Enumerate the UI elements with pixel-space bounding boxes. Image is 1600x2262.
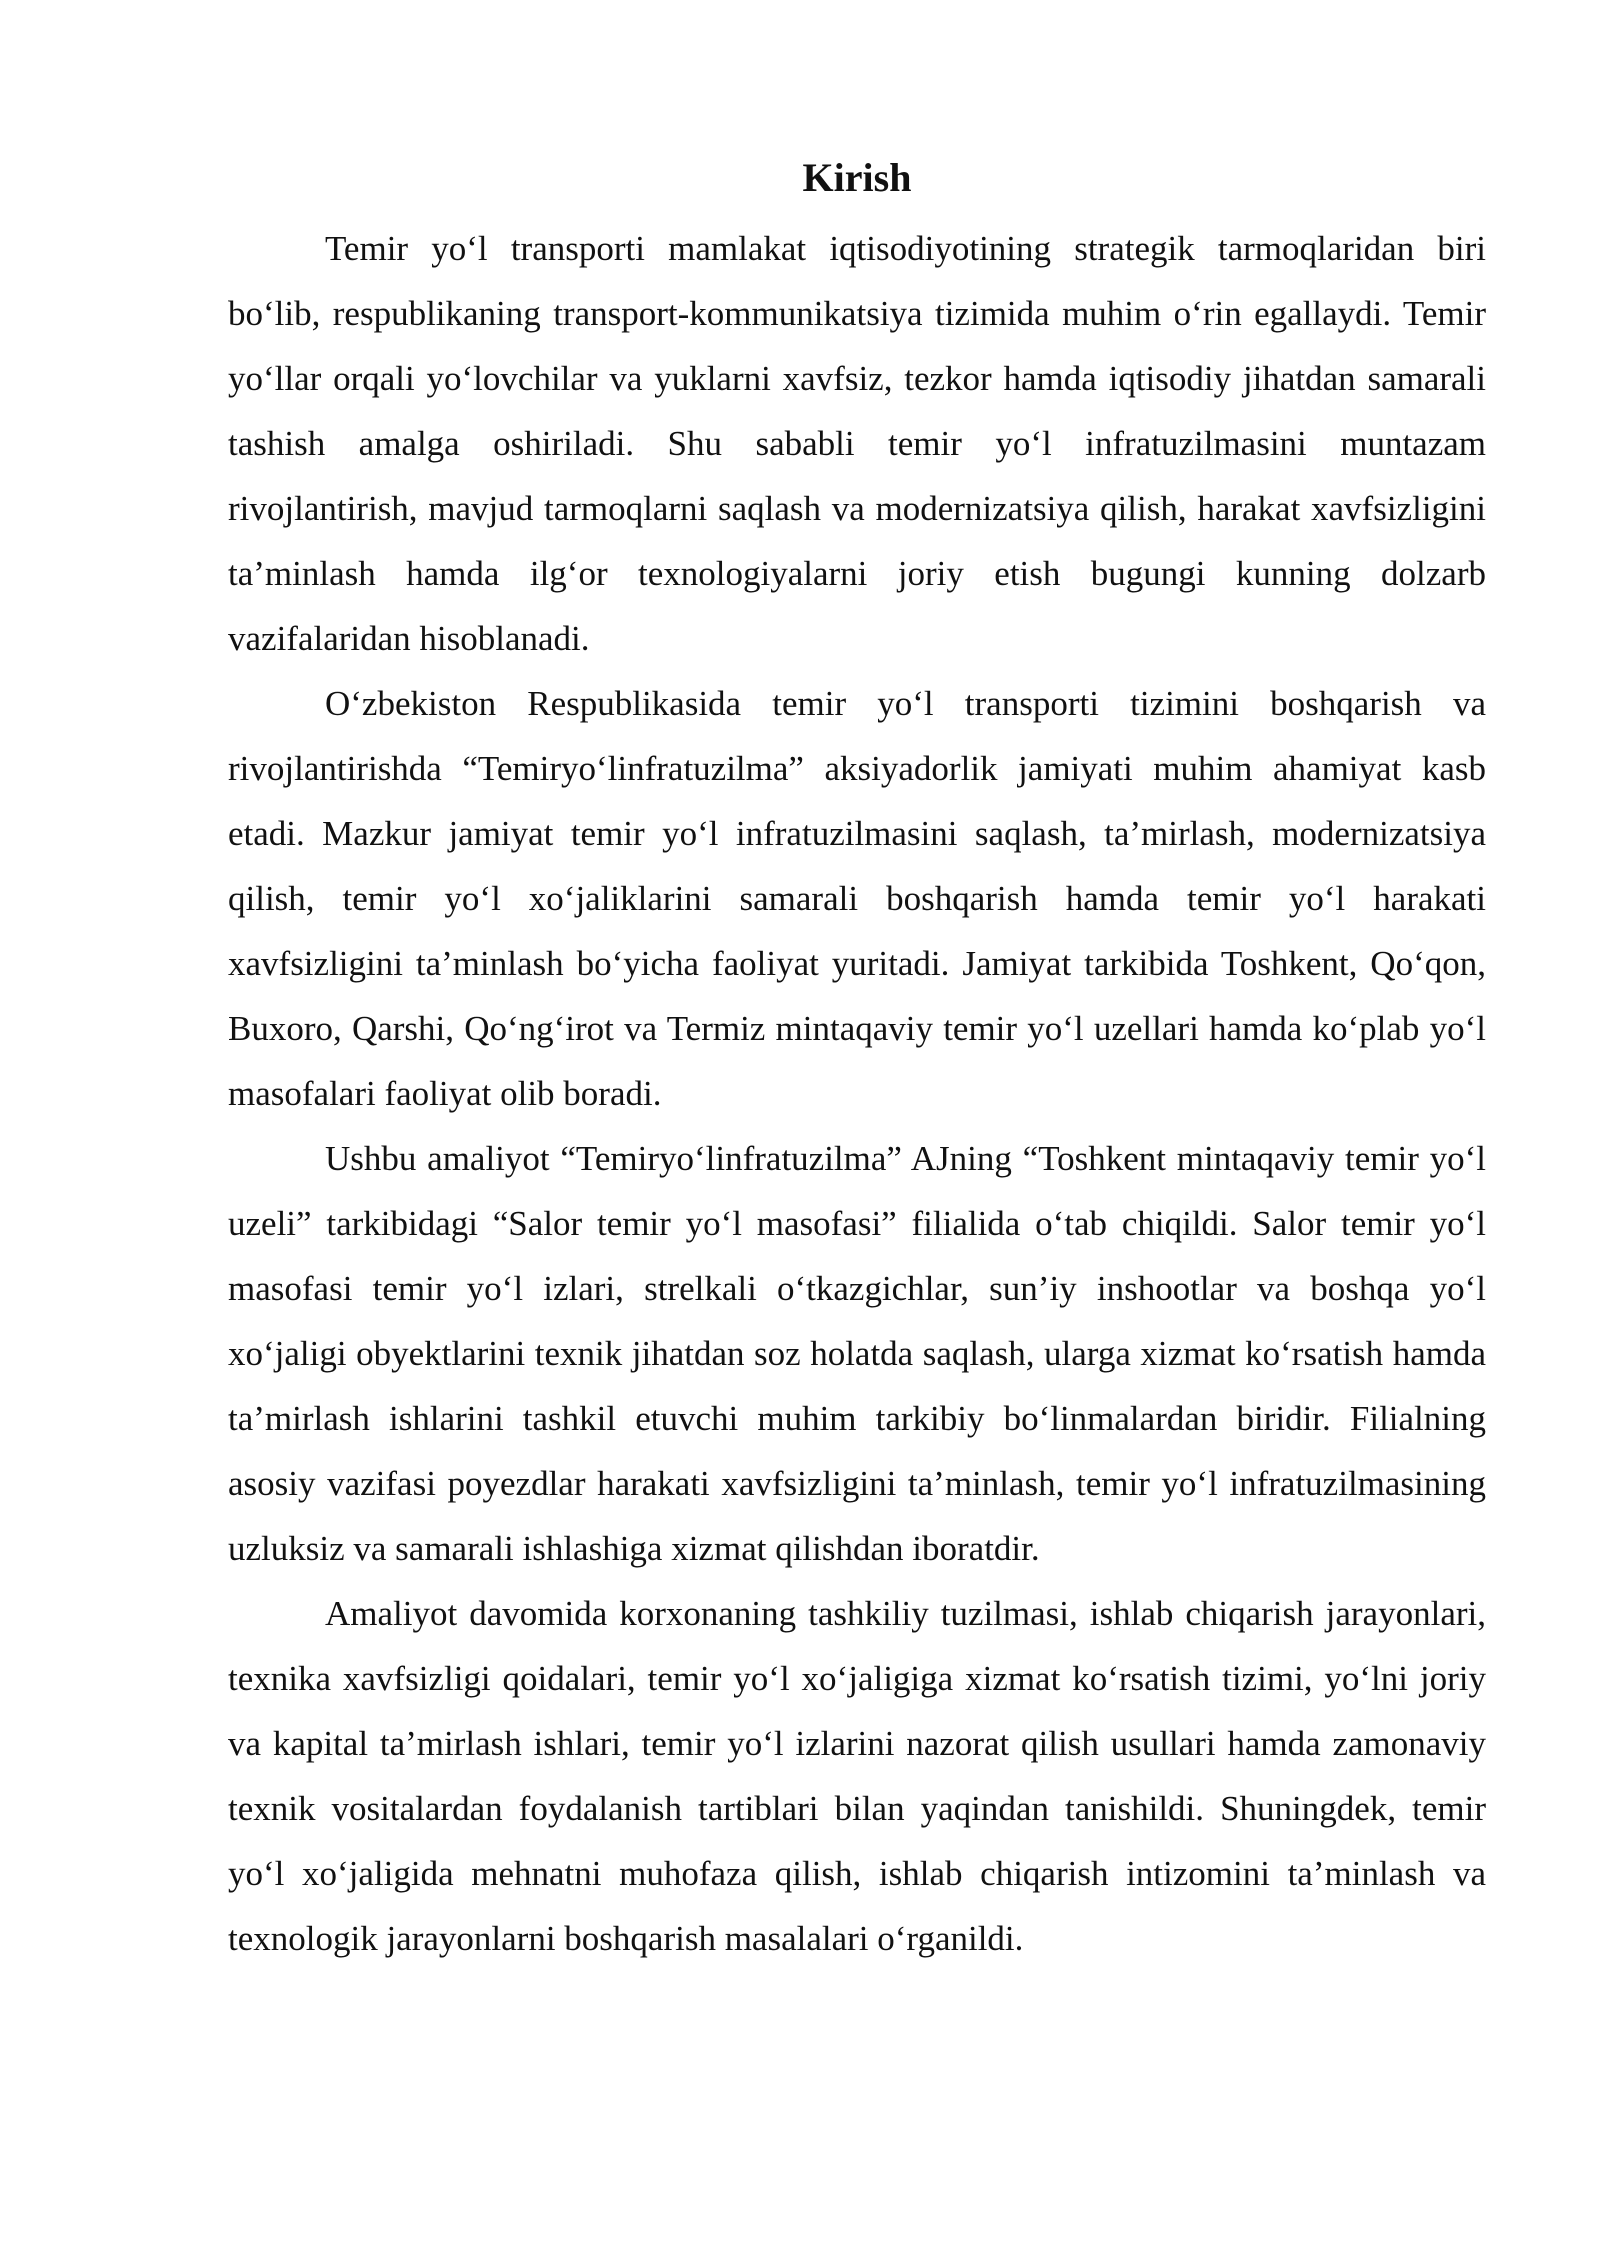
paragraph-3: Ushbu amaliyot “Temiryo‘linfratuzilma” AJning “Toshkent mintaqaviy temir yo‘l uzeli” tarkibidagi “Salor temir yo‘l masofasi” filialida o‘tab chiqildi. Salor temir yo‘l masofasi temir yo‘l izlari, strelkali o‘tkazgichlar, sun’iy inshootlar va boshqa yo‘l xo‘jaligi obyektlarini texnik jihatdan soz holatda saqlash, ularga xizmat ko‘rsatish hamda ta’mirlash ishlarini tashkil etuvchi muhim tarkibiy bo‘linmalardan biridir. Filialning asosiy vazifasi poyezdlar harakati xavfsizligini ta’minlash, temir yo‘l infratuzilmasining uzluksiz va samarali ishlashiga xizmat qilishdan iboratdir. xyxy=(228,1139,1486,1568)
paragraph-2: O‘zbekiston Respublikasida temir yo‘l transporti tizimini boshqarish va rivojlantirishda “Temiryo‘linfratuzilma” aksiyadorlik jamiyati muhim ahamiyat kasb etadi. Mazkur jamiyat temir yo‘l infratuzilmasini saqlash, ta’mirlash, modernizatsiya qilish, temir yo‘l xo‘jaliklarini samarali boshqarish hamda temir yo‘l harakati xavfsizligini ta’minlash bo‘yicha faoliyat yuritadi. Jamiyat tarkibida Toshkent, Qo‘qon, Buxoro, Qarshi, Qo‘ng‘irot va Termiz mintaqaviy temir yo‘l uzellari hamda ko‘plab yo‘l masofalari faoliyat olib boradi. xyxy=(228,684,1486,1113)
paragraph-1: Temir yo‘l transporti mamlakat iqtisodiyotining strategik tarmoqlaridan biri bo‘lib, respublikaning transport-kommunikatsiya tizimida muhim o‘rin egallaydi. Temir yo‘llar orqali yo‘lovchilar va yuklarni xavfsiz, tezkor hamda iqtisodiy jihatdan samarali tashish amalga oshiriladi. Shu sababli temir yo‘l infratuzilmasini muntazam rivojlantirish, mavjud tarmoqlarni saqlash va modernizatsiya qilish, harakat xavfsizligini ta’minlash hamda ilg‘or texnologiyalarni joriy etish bugungi kunning dolzarb vazifalaridan hisoblanadi. xyxy=(228,229,1486,658)
page-title: Kirish xyxy=(802,155,912,200)
paragraph-4: Amaliyot davomida korxonaning tashkiliy tuzilmasi, ishlab chiqarish jarayonlari, texnika xavfsizligi qoidalari, temir yo‘l xo‘jaligiga xizmat ko‘rsatish tizimi, yo‘lni joriy va kapital ta’mirlash ishlari, temir yo‘l izlarini nazorat qilish usullari hamda zamonaviy texnik vositalardan foydalanish tartiblari bilan yaqindan tanishildi. Shuningdek, temir yo‘l xo‘jaligida mehnatni muhofaza qilish, ishlab chiqarish intizomini ta’minlash va texnologik jarayonlarni boshqarish masalalari o‘rganildi. xyxy=(228,1594,1486,1958)
document-page xyxy=(228,150,1486,1971)
